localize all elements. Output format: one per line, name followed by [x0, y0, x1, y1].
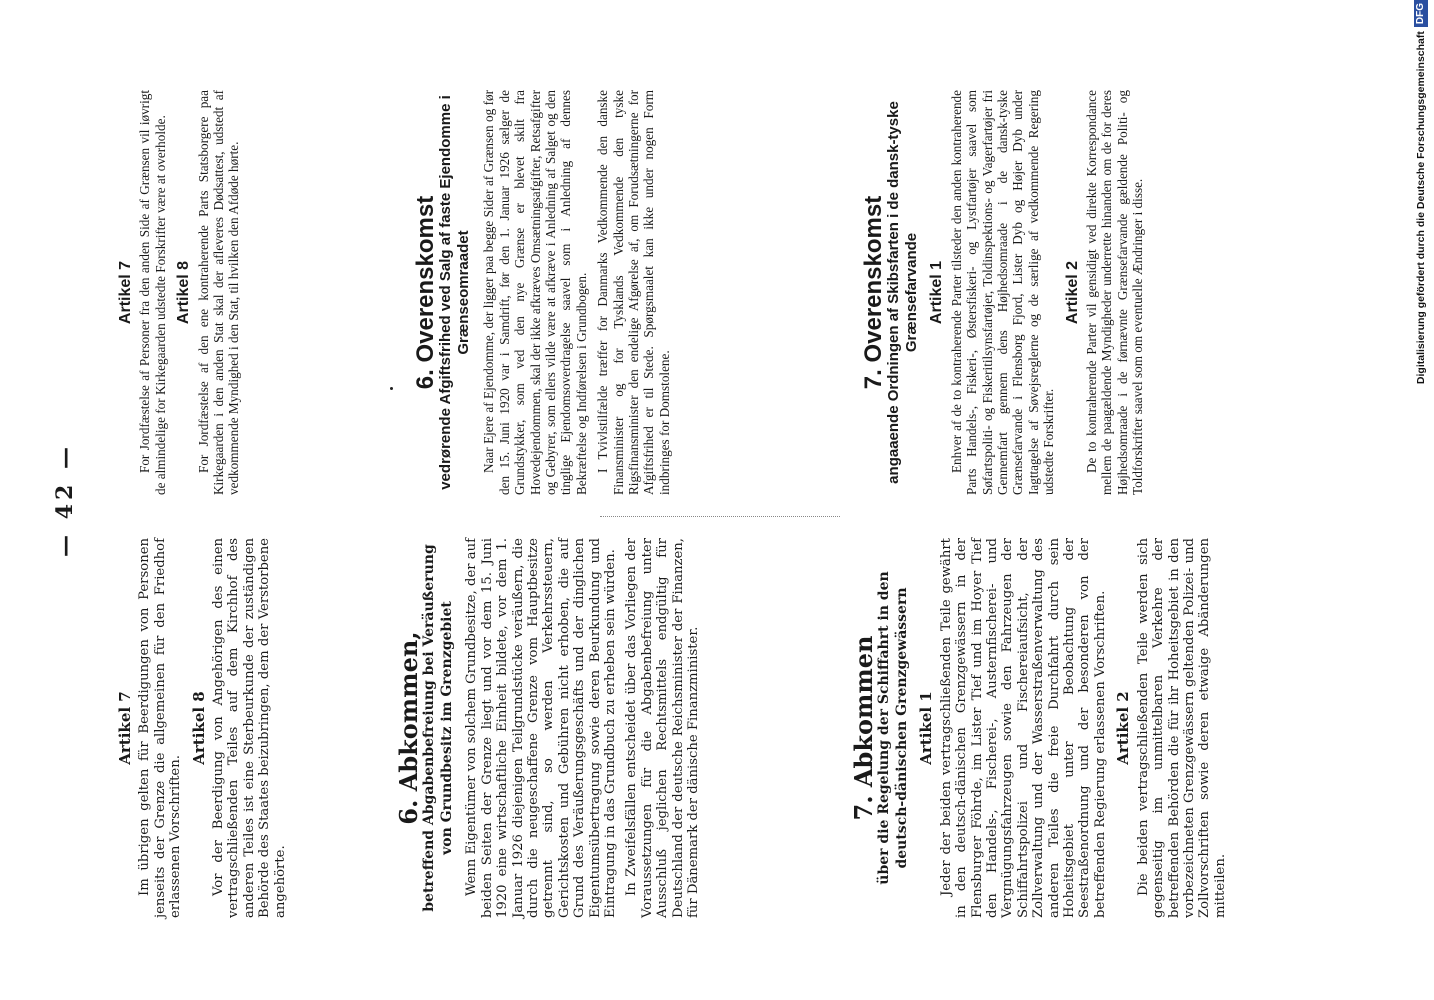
- danish-a7-art1-text: Enhver af de to kontraherende Parter tilsteder den anden kontraherende Parts Handels-, Fiskeri-, Østersfiskeri- og Lystfartøjer saavel som Søfartspoliti- og Fiskeritilsynsfartøjer, Toldinspektions- og Vagerfartøjer fri Gennemfart gennem dens Højhedsomraade i de dansk-tyske Grænsefarvande i Flensborg Fjord, Lister Dyb og Højer Dyb under Iagttagelse af Søvejsreglerne og de særlige af vedkommende Regering udstedte Forskrifter.: [948, 90, 1057, 495]
- german-abkommen-7: [850, 538, 1234, 918]
- dfg-logo: DFG: [1414, 0, 1428, 27]
- danish-articles-7-8: [110, 90, 248, 495]
- german-art7-text: Im übrigen gelten für Beerdigungen von Personen jenseits der Grenze die allgemeinen für den Friedhof erlassenen Vorschriften.: [137, 538, 184, 918]
- german-art8-text: Vor der Beerdigung von Angehörigen des einen vertragschließenden Teiles auf dem Kirchhof des anderen Teiles ist eine Sterbeurkunde der zuständigen Behörde des Staates beizubringen, dem der Verstorbene angehörte.: [211, 538, 288, 918]
- credit-text: Digitalisierung gefördert durch die Deutsche Forschungsgemeinschaft: [1415, 31, 1427, 385]
- column-divider: [600, 515, 840, 517]
- danish-a6-paragraph-2: I Tvivlstilfælde træffer for Danmarks Vedkommende den danske Finansminister og for Tysklands Vedkommende den tyske Rigsfinansminister den endelige Afgørelse af, om Forudsætningerne for Afgiftsfrihed er til Stede. Spørgsmaalet kan ikke under nogen Form indbringes for Domstolene.: [595, 90, 672, 495]
- danish-a7-subtitle: angaaende Ordningen af Skibsfarten i de dansk-tyske Grænsefarvande: [885, 101, 921, 484]
- german-a7-title: 7. Abkommen: [849, 635, 878, 821]
- danish-a7-title: 7. Overenskomst: [860, 195, 887, 390]
- page-number: — 42 —: [52, 443, 78, 557]
- german-art7-title: Artikel 7: [116, 691, 134, 765]
- german-abkommen-6: [395, 538, 708, 918]
- danish-a6-title: 6. Overenskomst: [412, 195, 439, 390]
- german-a6-paragraph-2: In Zweifelsfällen entscheidet über das Vorliegen der Voraussetzungen für die Abgabenbefreiung unter Ausschluß jeglichen Rechtsmittels endgültig für Deutschland der deutsche Reichsminister der Finanzen, für Dänemark der dänische Finanzminister.: [624, 538, 702, 918]
- danish-a7-art2-title: Artikel 2: [1063, 260, 1081, 325]
- german-a6-subtitle: betreffend Abgabenbefreiung bei Veräußerung von Grundbesitz im Grenzgebiet: [421, 544, 456, 912]
- german-articles-7-8: [110, 538, 294, 918]
- scan-speck: [390, 387, 393, 390]
- german-a7-art2-title: Artikel 2: [1114, 691, 1133, 765]
- danish-a6-paragraph-1: Naar Ejere af Ejendomme, der ligger paa begge Sider af Grænsen og før den 15. Juni 1920 var i Samdrift, før den 1. Januar 1926 sælger de Grundstykker, som ved den nye Grænse er blevet skilt fra Hovedejendommen, skal der ikke afkræves Omsætningsafgifter, Retsafgifter og Gebyrer, som ellers vilde være at afkræve i Anledning af Salget og den tinglige Ejendomsoverdragelse saavel som i Anledning af dennes Bekræftelse og Indførelsen i Grundbogen.: [481, 90, 589, 495]
- danish-art7-title: Artikel 7: [117, 260, 134, 325]
- danish-art8-text: For Jordfæstelse af den ene kontraherende Parts Statsborgere paa Kirkegaarden i den anden Stat skal der afleveres Dødsattest, udstedt af vedkommende Myndighed i den Stat, til hvilken den Afdøde hørte.: [195, 90, 242, 495]
- german-a7-subtitle: über die Regelung der Schiffahrt in den deutsch-dänischen Grenzgewässern: [876, 571, 911, 885]
- german-a7-art2-text: Die beiden vertragschließenden Teile werden sich gegenseitig im unmittelbaren Verkehre der betreffenden Behörden die für ihr Hoheitsgebiet in den vorbezeichneten Grenzgewässern geltenden Polizei- und Zollvorschriften sowie deren etwaige Abänderungen mitteilen.: [1135, 538, 1228, 918]
- digitization-credit: [1410, 0, 1432, 1000]
- danish-a7-art1-title: Artikel 1: [928, 260, 946, 325]
- danish-art7-text: For Jordfæstelse af Personer fra den anden Side af Grænsen vil iøvrigt de almindelige for Kirkegaarden udstedte Forskrifter være at overholde.: [137, 90, 168, 495]
- german-a6-paragraph-1: Wenn Eigentümer von solchem Grundbesitze, der auf beiden Seiten der Grenze liegt und vor dem 15. Juni 1920 eine wirtschaftliche Einheit bildete, vor dem 1. Januar 1926 diejenigen Teilgrundstücke veräußern, die durch die neugeschaffene Grenze vom Hauptbesitze getrennt sind, so werden Verkehrssteuern, Gerichtskosten und Gebühren nicht erhoben, die auf Grund des Veräußerungsgeschäfts und der dinglichen Eigentumsübertragung sowie deren Beurkundung und Eintragung in das Grundbuch zu erheben sein würden.: [464, 538, 619, 918]
- danish-art8-title: Artikel 8: [175, 260, 193, 325]
- german-a7-art1-text: Jeder der beiden vertragschließenden Teile gewährt in den deutsch-dänischen Grenzgewässern in der Flensburger Föhrde, im Lister Tief und im Hoyer Tief den Handels-, Fischerei-, Austernfischerei- und Vergnügungsfahrzeugen sowie den Fahrzeugen der Schiffahrtspolizei und Fischereiaufsicht, der Zollverwaltung und der Wasserstraßenverwaltung des anderen Teiles die freie Durchfahrt durch sein Hoheitsgebiet unter Beobachtung der Seestraßenordnung und der besonderen von der betreffenden Regierung erlassenen Vorschriften.: [938, 538, 1108, 918]
- german-a6-title: 6. Abkommen,: [394, 631, 423, 825]
- german-art8-title: Artikel 8: [189, 691, 208, 765]
- danish-overenskomst-6: [412, 90, 678, 495]
- danish-overenskomst-7: [860, 90, 1152, 495]
- danish-a6-subtitle: vedrørende Afgiftsfrihed ved Salg af faste Ejendomme i Grænseomraadet: [437, 95, 473, 490]
- german-a7-art1-title: Artikel 1: [917, 691, 936, 765]
- danish-a7-art2-text: De to kontraherende Parter vil gensidigt ved direkte Korrespondance mellem de paagældende Myndigheder underrette hinanden om de for deres Højhedsomraade i de førnævnte Grænsefarvande gældende Politi- og Toldforskrifter saavel som om eventuelle Ændringer i disse.: [1084, 90, 1146, 495]
